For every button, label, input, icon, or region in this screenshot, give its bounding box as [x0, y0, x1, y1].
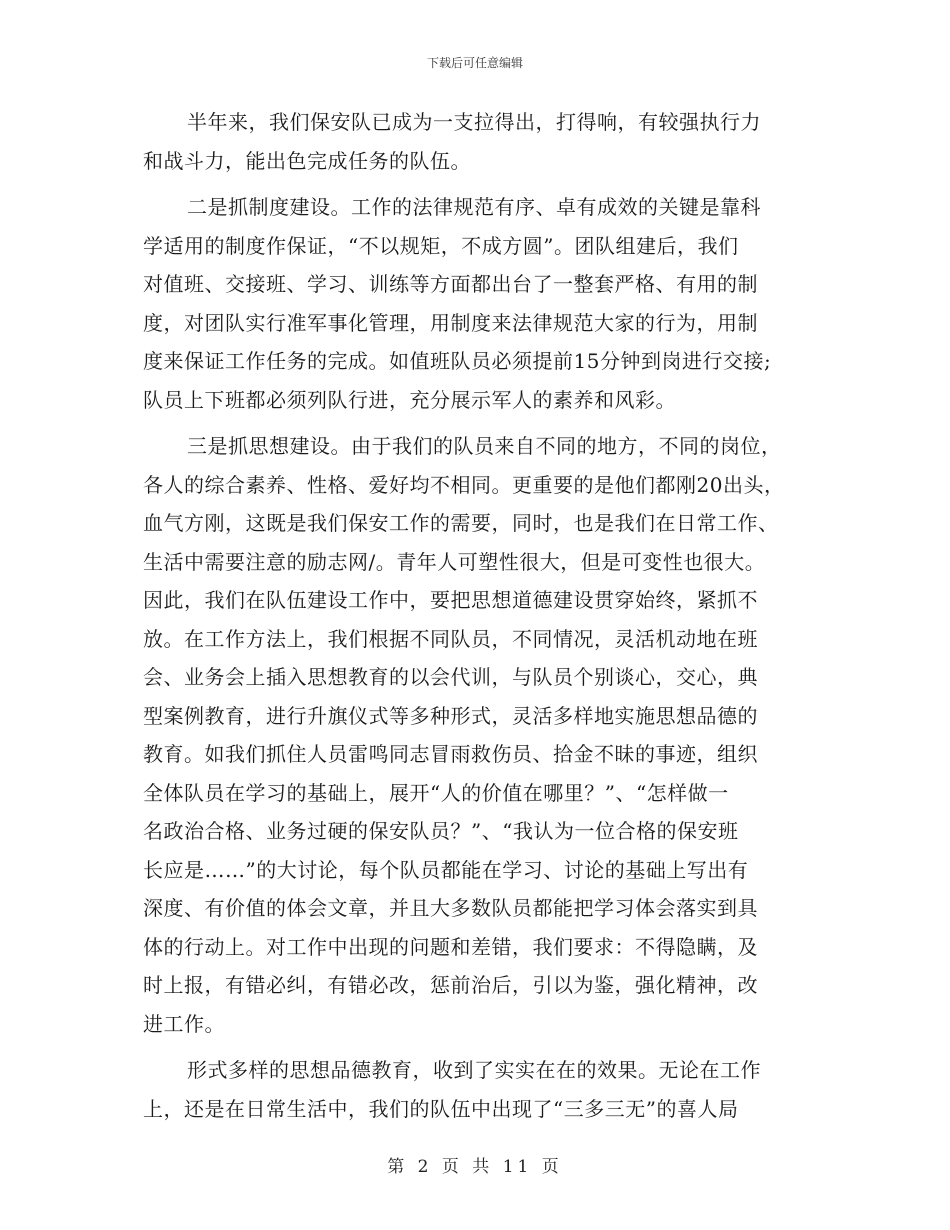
text-line: 二是抓制度建设。工作的法律规范有序、卓有成效的关键是靠科 [187, 195, 761, 219]
text-line: 会、业务会上插入思想教育的以会代训，与队员个别谈心，交心，典 [143, 665, 758, 689]
text-line: 全体队员在学习的基础上，展开“人的价值在哪里？”、“怎样做一 [143, 780, 729, 805]
text-line: 三是抓思想建设。由于我们的队员来自不同的地方，不同的岗位， [187, 434, 782, 458]
paragraph-1 [143, 103, 813, 180]
text-line: 放。在工作方法上，我们根据不同队员，不同情况，灵活机动地在班 [143, 626, 758, 651]
text-line: 时上报，有错必纠，有错必改，惩前治后，引以为鉴，强化精神，改 [143, 973, 758, 997]
page-header: 下载后可任意编辑 [426, 56, 523, 70]
text-line: 体的行动上。对工作中出现的问题和差错，我们要求：不得隐瞒，及 [143, 934, 758, 959]
text-line: 进工作。 [143, 1011, 225, 1036]
text-line: 教育。如我们抓住人员雷鸣同志冒雨救伤员、拾金不昧的事迹，组织 [143, 742, 758, 766]
text-line: 队员上下班都必须列队行进，充分展示军人的素养和风彩。 [143, 387, 676, 412]
text-line: 度，对团队实行准军事化管理，用制度来法律规范大家的行为，用制 [143, 310, 758, 335]
text-line: 型案例教育，进行升旗仪式等多种形式，灵活多样地实施思想品德的 [143, 703, 758, 728]
paragraph-2 [143, 188, 813, 419]
text-line: 度来保证工作任务的完成。如值班队员必须提前15分钟到岗进行交接; [143, 349, 772, 373]
text-line: 对值班、交接班、学习、训练等方面都出台了一整套严格、有用的制 [143, 272, 758, 296]
text-line: 学适用的制度作保证，“不以规矩，不成方圆”。团队组建后，我们 [143, 233, 739, 258]
text-line: 上，还是在日常生活中，我们的队伍中出现了“三多三无”的喜人局 [143, 1096, 739, 1121]
text-line: 因此，我们在队伍建设工作中，要把思想道德建设贯穿始终，紧抓不 [143, 588, 758, 612]
page-number-footer: 第 2 页 共 11 页 [387, 1157, 563, 1177]
paragraph-3 [143, 427, 813, 1043]
text-line: 深度、有价值的体会文章，并且大多数队员都能把学习体会落实到具 [143, 896, 758, 920]
text-line: 血气方刚，这既是我们保安工作的需要，同时，也是我们在日常工作、 [143, 511, 779, 535]
paragraph-4 [143, 1051, 813, 1128]
text-line: 和战斗力，能出色完成任务的队伍。 [143, 148, 471, 173]
text-line: 名政治合格、业务过硬的保安队员？”、“我认为一位合格的保安班 [143, 819, 739, 843]
text-line: 生活中需要注意的励志网/。青年人可塑性很大，但是可变性也很大。 [143, 549, 766, 574]
document-body [143, 103, 813, 1128]
text-line: 各人的综合素养、性格、爱好均不相同。更重要的是他们都刚20出头， [143, 472, 785, 497]
text-line: 长应是……”的大讨论，每个队员都能在学习、讨论的基础上写出有 [143, 857, 749, 882]
text-line: 半年来，我们保安队已成为一支拉得出，打得响，有较强执行力 [187, 110, 761, 134]
text-line: 形式多样的思想品德教育，收到了实实在在的效果。无论在工作 [187, 1058, 761, 1082]
